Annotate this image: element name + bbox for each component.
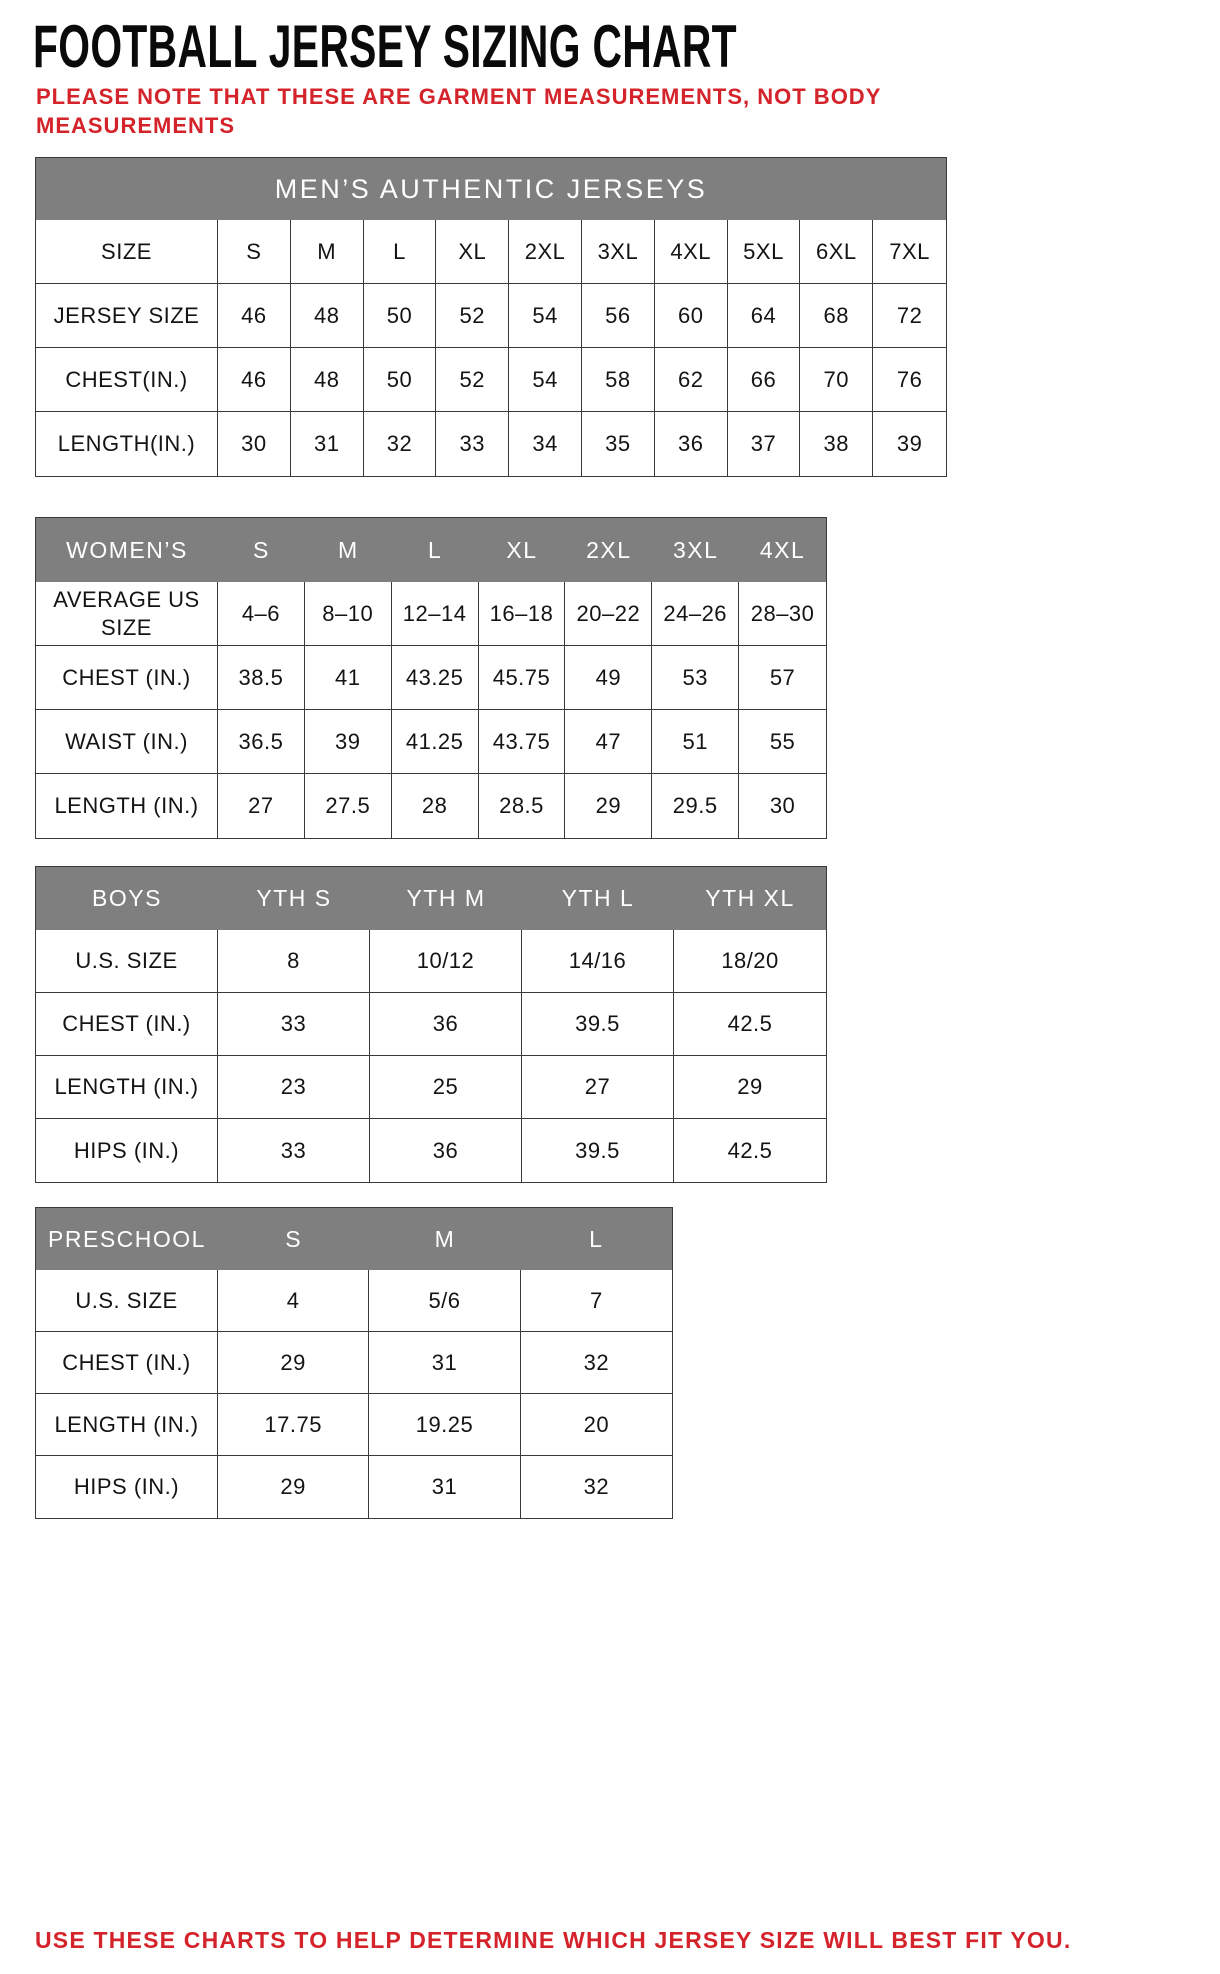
header-size-cell: L	[392, 518, 479, 582]
value-cell: 7	[521, 1270, 672, 1332]
value-cell: 32	[521, 1332, 672, 1394]
table-row	[36, 993, 826, 1056]
table-row	[36, 1119, 826, 1182]
header-size-cell: XL	[479, 518, 566, 582]
value-cell: L	[364, 220, 437, 284]
header-title-cell: PRESCHOOL	[36, 1208, 218, 1270]
value-cell: 49	[565, 646, 652, 710]
womens-sizing-table	[35, 517, 827, 839]
value-cell: 64	[728, 284, 801, 348]
value-cell: 14/16	[522, 930, 674, 993]
header-size-cell: YTH S	[218, 867, 370, 930]
header-size-cell: 2XL	[565, 518, 652, 582]
value-cell: 17.75	[218, 1394, 369, 1456]
value-cell: M	[291, 220, 364, 284]
value-cell: 56	[582, 284, 655, 348]
value-cell: 62	[655, 348, 728, 412]
value-cell: 52	[436, 284, 509, 348]
value-cell: 8	[218, 930, 370, 993]
value-cell: 39	[873, 412, 946, 476]
value-cell: 20	[521, 1394, 672, 1456]
value-cell: 46	[218, 348, 291, 412]
row-label: LENGTH(IN.)	[36, 412, 218, 476]
value-cell: 53	[652, 646, 739, 710]
table-header-row	[36, 867, 826, 930]
row-label: HIPS (IN.)	[36, 1119, 218, 1182]
header-title-cell: BOYS	[36, 867, 218, 930]
value-cell: 37	[728, 412, 801, 476]
value-cell: 31	[291, 412, 364, 476]
value-cell: 50	[364, 348, 437, 412]
value-cell: 70	[800, 348, 873, 412]
value-cell: 34	[509, 412, 582, 476]
value-cell: 6XL	[800, 220, 873, 284]
value-cell: 32	[364, 412, 437, 476]
row-label: CHEST (IN.)	[36, 993, 218, 1056]
row-label: SIZE	[36, 220, 218, 284]
value-cell: 3XL	[582, 220, 655, 284]
value-cell: 51	[652, 710, 739, 774]
row-label: CHEST(IN.)	[36, 348, 218, 412]
row-label: LENGTH (IN.)	[36, 1394, 218, 1456]
table-banner: MEN’S AUTHENTIC JERSEYS	[36, 158, 946, 220]
value-cell: 58	[582, 348, 655, 412]
row-label: CHEST (IN.)	[36, 1332, 218, 1394]
value-cell: 24–26	[652, 582, 739, 646]
value-cell: 36	[655, 412, 728, 476]
value-cell: 76	[873, 348, 946, 412]
value-cell: 48	[291, 348, 364, 412]
value-cell: 27.5	[305, 774, 392, 838]
row-label: LENGTH (IN.)	[36, 1056, 218, 1119]
value-cell: 27	[218, 774, 305, 838]
table-row	[36, 646, 826, 710]
value-cell: 8–10	[305, 582, 392, 646]
garment-measurement-note: PLEASE NOTE THAT THESE ARE GARMENT MEASUREMENTS, NOT BODY MEASUREMENTS	[36, 84, 881, 138]
header-title-cell: WOMEN’S	[36, 518, 218, 582]
value-cell: 12–14	[392, 582, 479, 646]
table-row	[36, 284, 946, 348]
row-label: U.S. SIZE	[36, 930, 218, 993]
value-cell: 43.75	[479, 710, 566, 774]
value-cell: 72	[873, 284, 946, 348]
value-cell: 10/12	[370, 930, 522, 993]
page-title	[33, 12, 1068, 81]
value-cell: 4XL	[655, 220, 728, 284]
value-cell: 36	[370, 993, 522, 1056]
table-row	[36, 930, 826, 993]
value-cell: 55	[739, 710, 826, 774]
value-cell: 30	[218, 412, 291, 476]
footer-note: USE THESE CHARTS TO HELP DETERMINE WHICH JERSEY SIZE WILL BEST FIT YOU.	[35, 1927, 1072, 1953]
value-cell: 39.5	[522, 1119, 674, 1182]
value-cell: 29	[218, 1332, 369, 1394]
value-cell: 38.5	[218, 646, 305, 710]
value-cell: XL	[436, 220, 509, 284]
header-size-cell: YTH L	[522, 867, 674, 930]
value-cell: 31	[369, 1456, 520, 1518]
row-label: HIPS (IN.)	[36, 1456, 218, 1518]
value-cell: S	[218, 220, 291, 284]
table-row	[36, 710, 826, 774]
page-title-text: FOOTBALL JERSEY SIZING CHART	[33, 13, 737, 80]
value-cell: 23	[218, 1056, 370, 1119]
value-cell: 48	[291, 284, 364, 348]
value-cell: 41.25	[392, 710, 479, 774]
value-cell: 2XL	[509, 220, 582, 284]
header-size-cell: M	[369, 1208, 520, 1270]
table-row	[36, 1332, 672, 1394]
header-size-cell: YTH M	[370, 867, 522, 930]
table-row	[36, 1270, 672, 1332]
row-label: U.S. SIZE	[36, 1270, 218, 1332]
value-cell: 33	[218, 993, 370, 1056]
value-cell: 29.5	[652, 774, 739, 838]
value-cell: 25	[370, 1056, 522, 1119]
table-row	[36, 220, 946, 284]
header-size-cell: L	[521, 1208, 672, 1270]
value-cell: 54	[509, 348, 582, 412]
value-cell: 7XL	[873, 220, 946, 284]
value-cell: 46	[218, 284, 291, 348]
value-cell: 31	[369, 1332, 520, 1394]
header-size-cell: S	[218, 518, 305, 582]
value-cell: 20–22	[565, 582, 652, 646]
value-cell: 16–18	[479, 582, 566, 646]
value-cell: 41	[305, 646, 392, 710]
header-size-cell: 3XL	[652, 518, 739, 582]
value-cell: 52	[436, 348, 509, 412]
table-header-row	[36, 1208, 672, 1270]
value-cell: 4	[218, 1270, 369, 1332]
table-header-row	[36, 518, 826, 582]
table-row	[36, 1394, 672, 1456]
value-cell: 28	[392, 774, 479, 838]
value-cell: 47	[565, 710, 652, 774]
value-cell: 36.5	[218, 710, 305, 774]
row-label: LENGTH (IN.)	[36, 774, 218, 838]
header-size-cell: M	[305, 518, 392, 582]
value-cell: 38	[800, 412, 873, 476]
value-cell: 35	[582, 412, 655, 476]
value-cell: 36	[370, 1119, 522, 1182]
value-cell: 33	[218, 1119, 370, 1182]
mens-authentic-jerseys-table	[35, 157, 947, 477]
value-cell: 28–30	[739, 582, 826, 646]
table-row	[36, 582, 826, 646]
value-cell: 50	[364, 284, 437, 348]
table-row	[36, 348, 946, 412]
boys-sizing-table	[35, 866, 827, 1183]
value-cell: 42.5	[674, 1119, 826, 1182]
value-cell: 60	[655, 284, 728, 348]
row-label: CHEST (IN.)	[36, 646, 218, 710]
value-cell: 28.5	[479, 774, 566, 838]
value-cell: 19.25	[369, 1394, 520, 1456]
value-cell: 18/20	[674, 930, 826, 993]
value-cell: 43.25	[392, 646, 479, 710]
value-cell: 27	[522, 1056, 674, 1119]
table-row	[36, 1056, 826, 1119]
value-cell: 54	[509, 284, 582, 348]
value-cell: 68	[800, 284, 873, 348]
value-cell: 32	[521, 1456, 672, 1518]
row-label: AVERAGE US SIZE	[36, 582, 218, 646]
value-cell: 39	[305, 710, 392, 774]
header-size-cell: S	[218, 1208, 369, 1270]
header-size-cell: 4XL	[739, 518, 826, 582]
value-cell: 5XL	[728, 220, 801, 284]
table-row	[36, 1456, 672, 1518]
table-row	[36, 412, 946, 476]
table-row	[36, 774, 826, 838]
value-cell: 57	[739, 646, 826, 710]
value-cell: 30	[739, 774, 826, 838]
value-cell: 29	[565, 774, 652, 838]
preschool-sizing-table	[35, 1207, 673, 1519]
value-cell: 45.75	[479, 646, 566, 710]
value-cell: 39.5	[522, 993, 674, 1056]
value-cell: 33	[436, 412, 509, 476]
value-cell: 42.5	[674, 993, 826, 1056]
value-cell: 4–6	[218, 582, 305, 646]
row-label: WAIST (IN.)	[36, 710, 218, 774]
row-label: JERSEY SIZE	[36, 284, 218, 348]
value-cell: 5/6	[369, 1270, 520, 1332]
value-cell: 29	[674, 1056, 826, 1119]
header-size-cell: YTH XL	[674, 867, 826, 930]
value-cell: 29	[218, 1456, 369, 1518]
value-cell: 66	[728, 348, 801, 412]
